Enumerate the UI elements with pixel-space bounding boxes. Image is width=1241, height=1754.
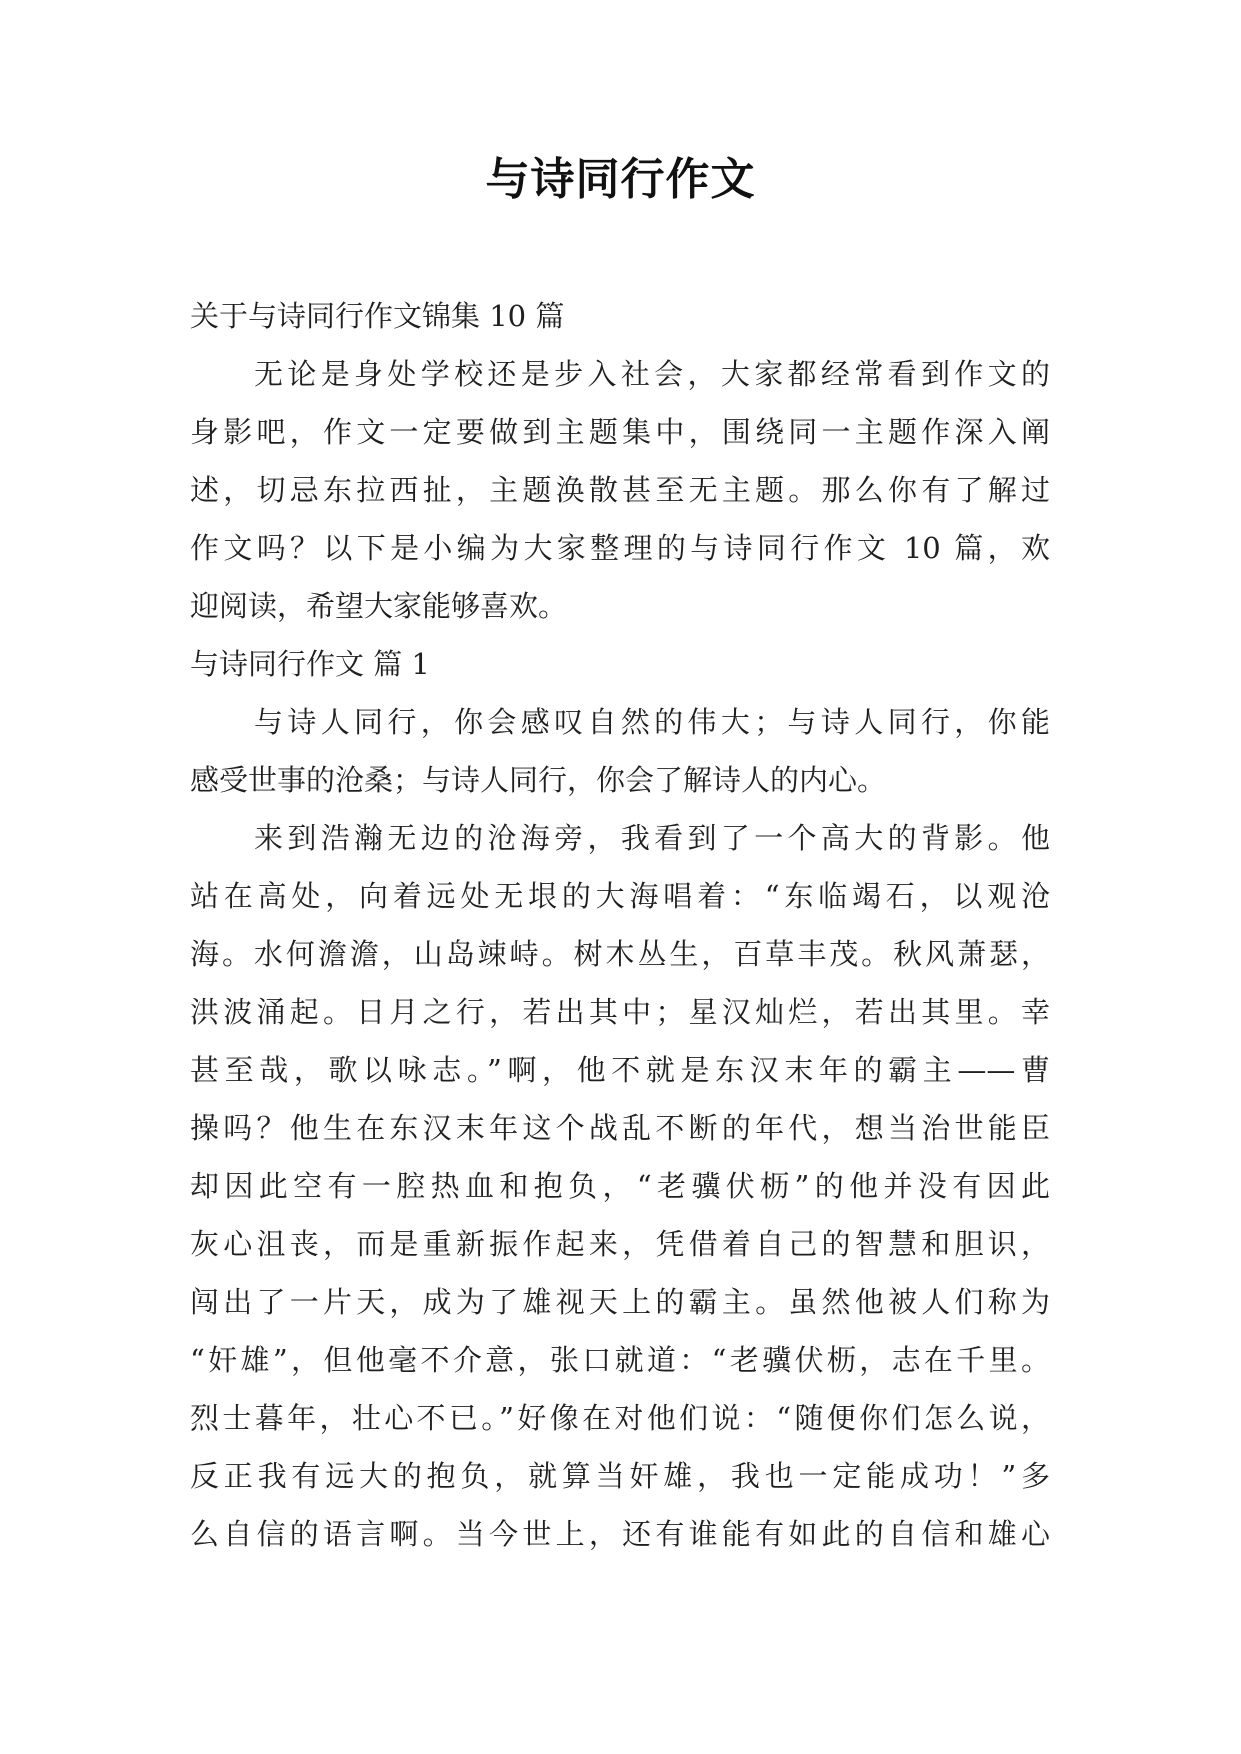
text-line: 洪波涌起。日月之行，若出其中；星汉灿烂，若出其里。幸 bbox=[190, 995, 1050, 1029]
text-line: 甚至哉，歌以咏志。”啊，他不就是东汉末年的霸主——曹 bbox=[190, 1053, 1050, 1087]
text-line: 灰心沮丧，而是重新振作起来，凭借着自己的智慧和胆识， bbox=[190, 1227, 1050, 1261]
text-line: 么自信的语言啊。当今世上，还有谁能有如此的自信和雄心 bbox=[190, 1517, 1050, 1551]
intro-paragraph bbox=[190, 345, 1050, 635]
text-line: 感受世事的沧桑；与诗人同行，你会了解诗人的内心。 bbox=[190, 763, 887, 797]
text-line: “奸雄”，但他毫不介意，张口就道：“老骥伏枥，志在千里。 bbox=[190, 1343, 1050, 1377]
paragraph-2 bbox=[190, 809, 1050, 1563]
text-line: 操吗？他生在东汉末年这个战乱不断的年代，想当治世能臣 bbox=[190, 1111, 1050, 1145]
text-line: 烈士暮年，壮心不已。”好像在对他们说：“随便你们怎么说， bbox=[190, 1401, 1050, 1435]
document-body bbox=[190, 287, 1050, 1563]
text-line: 海。水何澹澹，山岛竦峙。树木丛生，百草丰茂。秋风萧瑟， bbox=[190, 937, 1050, 971]
text-line: 却因此空有一腔热血和抱负，“老骥伏枥”的他并没有因此 bbox=[190, 1169, 1050, 1203]
text-line: 述，切忌东拉西扯，主题涣散甚至无主题。那么你有了解过 bbox=[190, 473, 1050, 507]
text-line: 迎阅读，希望大家能够喜欢。 bbox=[190, 589, 568, 623]
text-line: 身影吧，作文一定要做到主题集中，围绕同一主题作深入阐 bbox=[190, 415, 1050, 449]
text-line: 来到浩瀚无边的沧海旁，我看到了一个高大的背影。他 bbox=[254, 821, 1050, 855]
text-line: 站在高处，向着远处无垠的大海唱着：“东临竭石，以观沧 bbox=[190, 879, 1050, 913]
text-line: 作文吗？以下是小编为大家整理的与诗同行作文 10 篇，欢 bbox=[190, 531, 1050, 565]
text-line: 与诗人同行，你会感叹自然的伟大；与诗人同行，你能 bbox=[254, 705, 1050, 739]
section-heading: 与诗同行作文 篇 1 bbox=[190, 647, 430, 681]
text-line: 闯出了一片天，成为了雄视天上的霸主。虽然他被人们称为 bbox=[190, 1285, 1050, 1319]
text-line: 反正我有远大的抱负，就算当奸雄，我也一定能成功！”多 bbox=[190, 1459, 1050, 1493]
document-subtitle: 关于与诗同行作文锦集 10 篇 bbox=[190, 299, 565, 333]
document-title: 与诗同行作文 bbox=[485, 154, 756, 205]
paragraph-1 bbox=[190, 693, 1050, 809]
text-line: 无论是身处学校还是步入社会，大家都经常看到作文的 bbox=[254, 357, 1050, 391]
